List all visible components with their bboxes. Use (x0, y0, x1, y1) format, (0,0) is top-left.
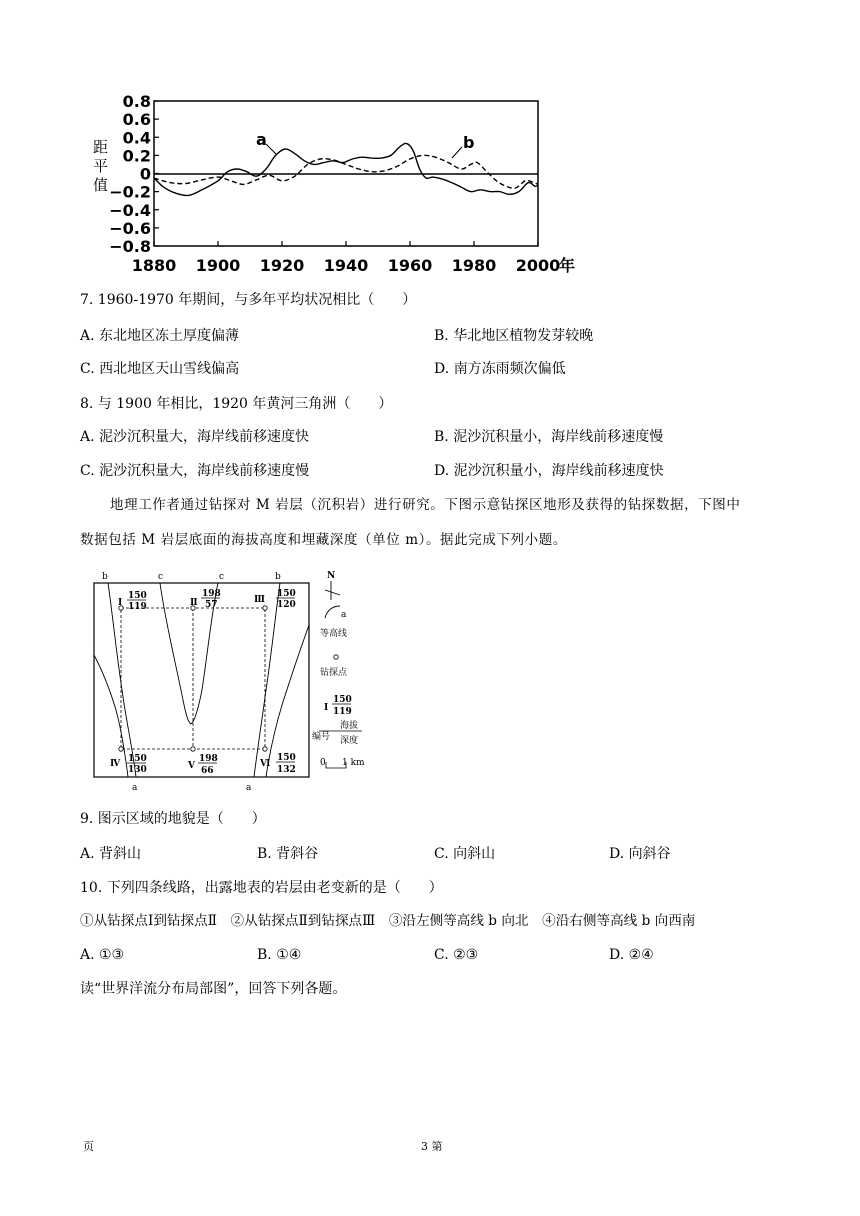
x-tick-label: 2000 (515, 256, 561, 275)
svg-text:Ⅴ: Ⅴ (188, 761, 195, 771)
q8-option-a: A. 泥沙沉积量大，海岸线前移速度快 (80, 429, 310, 445)
map-top-label-c-right: c (219, 572, 225, 582)
x-axis-label: 年 (559, 256, 576, 275)
svg-text:150: 150 (128, 591, 147, 601)
drill-label-2 (190, 589, 221, 610)
y-tick-label: −0.4 (109, 200, 151, 220)
x-tick-label: 1980 (451, 256, 497, 275)
q8-option-c: C. 泥沙沉积量大，海岸线前移速度慢 (80, 463, 310, 479)
drill-label-4 (110, 754, 147, 775)
y-axis-label-char: 距 (93, 138, 109, 156)
q7-option-c: C. 西北地区天山雪线偏高 (80, 361, 240, 377)
svg-text:66: 66 (201, 766, 214, 776)
svg-text:Ⅰ: Ⅰ (324, 703, 329, 713)
y-tick-label: 0.4 (122, 128, 151, 148)
chart-y-axis-label (93, 138, 108, 194)
x-tick-label: 1960 (387, 256, 433, 275)
question-8-stem: 8. 与 1900 年相比，1920 年黄河三角洲（ ） (80, 396, 393, 412)
map-bottom-label-a-left: a (132, 783, 138, 793)
svg-text:150: 150 (277, 753, 296, 763)
y-tick-label: 0.6 (122, 110, 151, 130)
q10-option-b: B. ①④ (257, 947, 302, 963)
svg-text:132: 132 (277, 765, 296, 775)
ocean-current-intro: 读“世界洋流分布局部图”，回答下列各题。 (80, 981, 347, 997)
series-a-leader (266, 144, 276, 154)
drill-point-5 (191, 747, 195, 751)
drill-point-3 (263, 606, 267, 610)
svg-text:Ⅱ: Ⅱ (190, 598, 198, 608)
legend-drill-text: 钻探点 (320, 668, 348, 678)
footer-left: 页 (83, 1140, 94, 1153)
y-axis-label-char: 平 (93, 157, 109, 175)
svg-text:Ⅲ: Ⅲ (254, 595, 265, 605)
intro-line-1: 地理工作者通过钻探对 M 岩层（沉积岩）进行研究。下图示意钻探区地形及获得的钻探数据，下图中 (110, 497, 741, 513)
svg-text:海拔: 海拔 (340, 721, 359, 731)
map-top-label-b-right: b (275, 572, 281, 582)
svg-text:Ⅳ: Ⅳ (110, 759, 121, 769)
q10-option-c: C. ②③ (434, 947, 479, 963)
svg-text:编号: 编号 (312, 732, 331, 742)
north-label: N (327, 571, 336, 581)
drill-label-6 (259, 753, 296, 775)
map-bottom-label-a-right: a (246, 783, 252, 793)
footer-page-number: 3 第 (421, 1140, 443, 1153)
chart-y-ticks (109, 92, 159, 256)
question-10-stem: 10. 下列四条线路，出露地表的岩层由老变新的是（ ） (80, 880, 443, 896)
series-b-leader (452, 147, 462, 158)
contour-legend-icon (325, 606, 340, 618)
svg-text:Ⅰ: Ⅰ (118, 598, 123, 608)
drilling-map (80, 562, 380, 794)
drill-label-3 (254, 589, 296, 610)
svg-text:57: 57 (205, 600, 218, 610)
q10-option-d: D. ②④ (609, 947, 654, 963)
y-tick-label: 0.2 (122, 146, 151, 166)
svg-text:Ⅵ: Ⅵ (260, 759, 271, 769)
svg-text:119: 119 (128, 602, 147, 612)
map-top-label-b-left: b (102, 572, 108, 582)
y-tick-label: −0.8 (109, 237, 151, 256)
svg-text:0: 0 (320, 758, 326, 768)
svg-text:119: 119 (333, 707, 352, 717)
q7-option-d: D. 南方冻雨频次偏低 (434, 361, 566, 377)
drill-legend-icon (334, 655, 338, 659)
y-tick-label: −0.6 (109, 218, 151, 238)
legend-contour-text: 等高线 (320, 629, 348, 639)
y-tick-label: 0 (139, 164, 151, 184)
y-tick-label: 0.8 (122, 92, 151, 111)
map-legend (312, 571, 365, 768)
svg-text:120: 120 (277, 600, 296, 610)
svg-text:150: 150 (128, 754, 147, 764)
svg-text:深度: 深度 (340, 736, 359, 746)
series-b-line (154, 155, 538, 188)
q10-routes: ①从钻探点Ⅰ到钻探点Ⅱ ②从钻探点Ⅱ到钻探点Ⅲ ③沿左侧等高线 b 向北 ④沿右侧等高线 b 向西南 (80, 913, 696, 929)
q9-option-b: B. 背斜谷 (257, 846, 319, 862)
q9-option-c: C. 向斜山 (434, 846, 496, 862)
x-tick-label: 1900 (195, 256, 241, 275)
q7-option-a: A. 东北地区冻土厚度偏薄 (80, 328, 240, 344)
svg-text:198: 198 (199, 754, 218, 764)
x-tick-label: 1920 (259, 256, 305, 275)
series-a-label: a (256, 130, 267, 149)
y-tick-label: −0.2 (109, 182, 151, 202)
drill-point-6 (263, 747, 267, 751)
chart-series-group (154, 143, 538, 195)
y-axis-label-char: 值 (93, 176, 109, 194)
svg-text:150: 150 (277, 589, 296, 599)
svg-text:a: a (341, 610, 347, 620)
series-b-label: b (463, 133, 475, 152)
q8-option-d: D. 泥沙沉积量小，海岸线前移速度快 (434, 463, 664, 479)
svg-text:1 km: 1 km (342, 758, 365, 768)
question-9-stem: 9. 图示区域的地貌是（ ） (80, 811, 266, 827)
question-7-stem: 7. 1960-1970 年期间，与多年平均状况相比（ ） (80, 292, 417, 308)
north-arrow-icon (325, 581, 340, 600)
svg-text:130: 130 (128, 765, 147, 775)
svg-text:198: 198 (202, 589, 221, 599)
temperature-anomaly-chart (80, 90, 600, 280)
x-tick-label: 1880 (131, 256, 177, 275)
q7-option-b: B. 华北地区植物发芽较晚 (434, 328, 594, 344)
svg-text:150: 150 (333, 695, 352, 705)
intro-line-2: 数据包括 M 岩层底面的海拔高度和埋藏深度（单位 m）。据此完成下列小题。 (80, 532, 567, 548)
drill-point-4 (119, 747, 123, 751)
q9-option-a: A. 背斜山 (80, 846, 142, 862)
series-a-line (154, 143, 538, 195)
map-top-label-c-left: c (158, 572, 164, 582)
drill-label-5 (187, 754, 218, 776)
q10-option-a: A. ①③ (80, 947, 125, 963)
x-tick-label: 1940 (323, 256, 369, 275)
map-frame (94, 583, 309, 777)
q8-option-b: B. 泥沙沉积量小，海岸线前移速度慢 (434, 429, 664, 445)
q9-option-d: D. 向斜谷 (609, 846, 671, 862)
